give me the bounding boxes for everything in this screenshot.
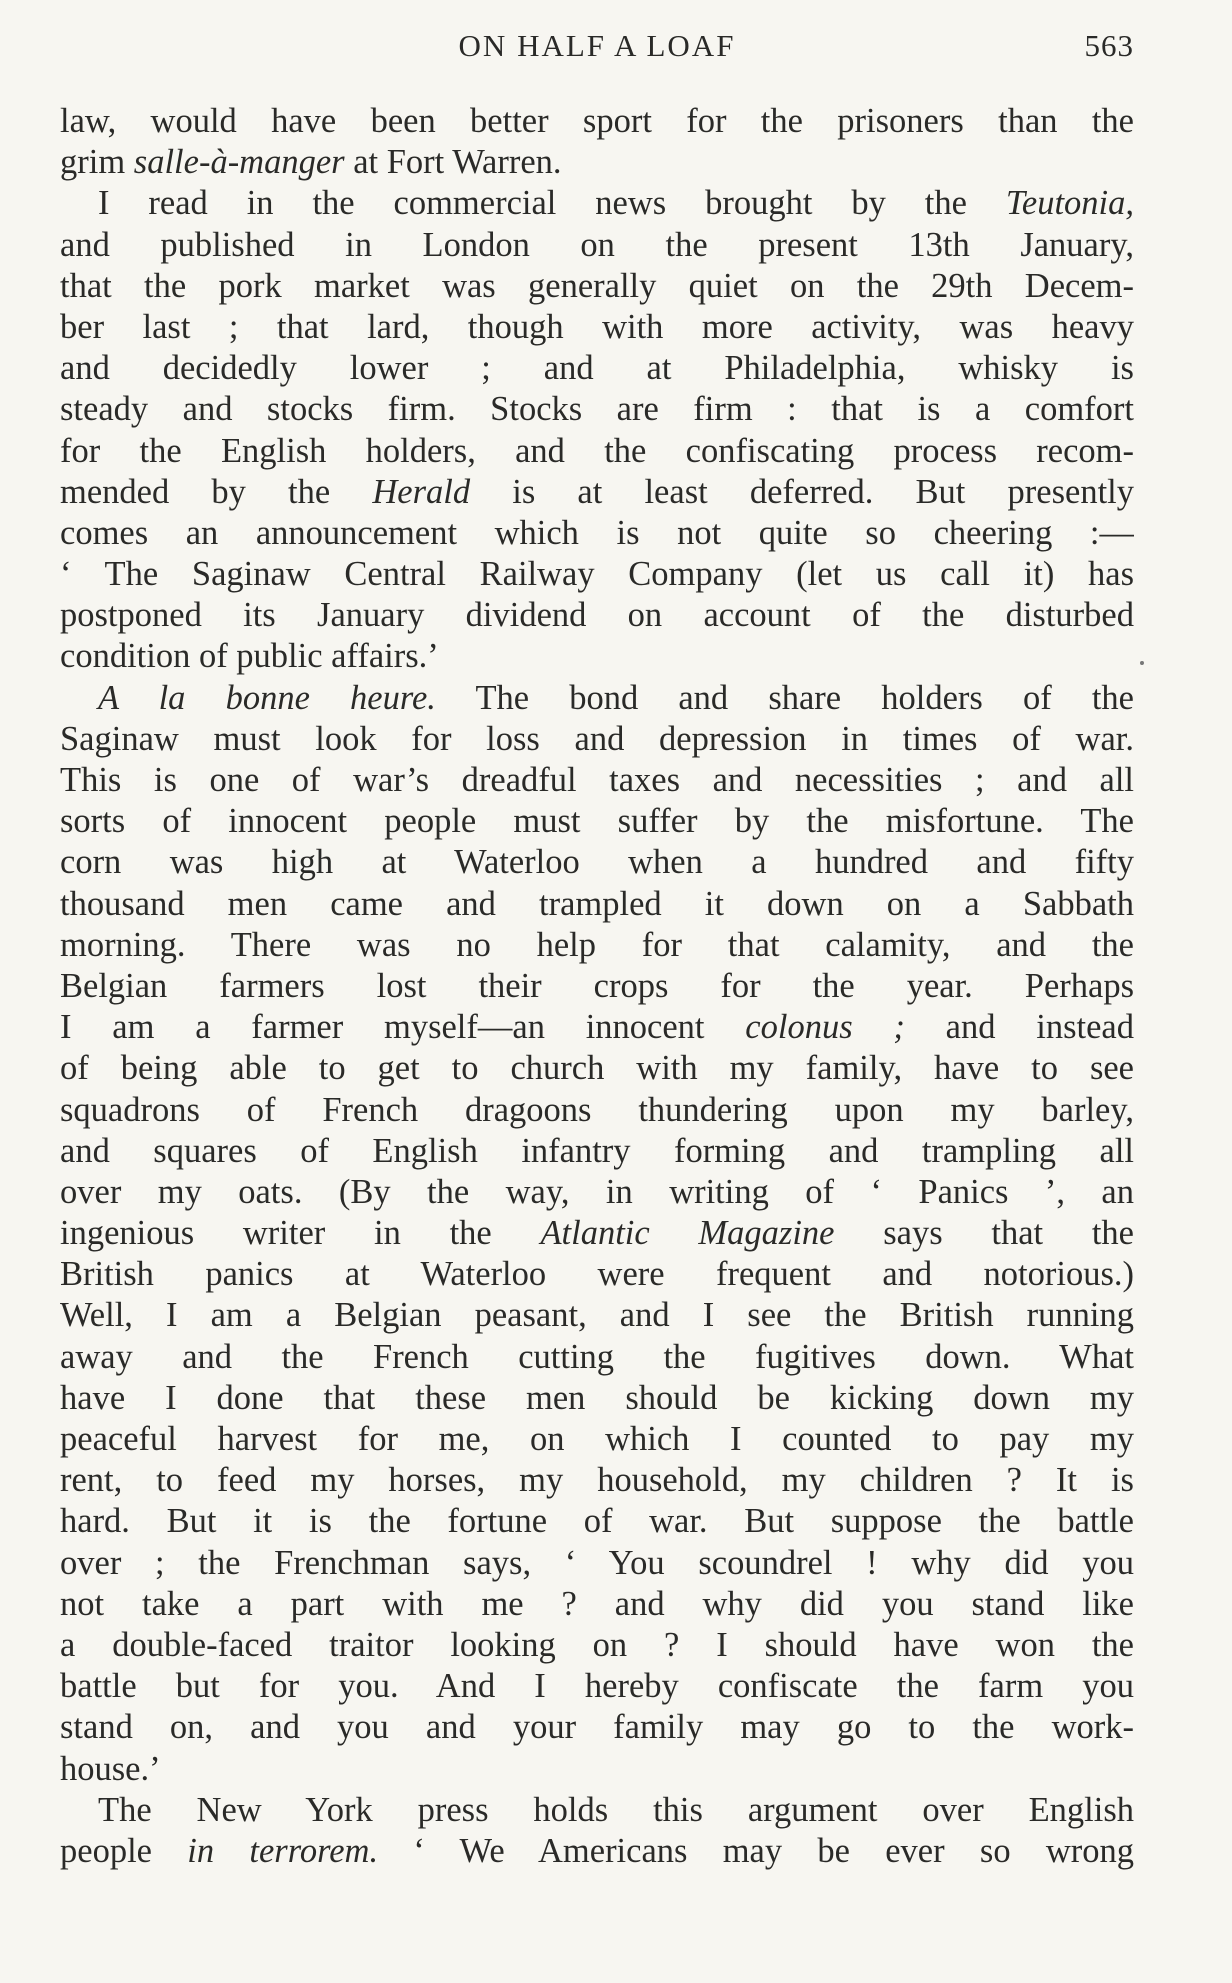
text-line (60, 348, 1134, 389)
text-segment: away and the French cutting the fugitives down. What (60, 1337, 1134, 1376)
italic-text: A la bonne heure. (98, 678, 436, 717)
text-line (60, 389, 1134, 430)
text-segment: This is one of war’s dreadful taxes and necessities ; and all (60, 761, 1134, 799)
text-line (60, 225, 1134, 266)
text-segment: grim (60, 143, 134, 182)
text-segment: ber last ; that lard, though with more activity, was heavy (60, 307, 1134, 346)
italic-text: Herald (372, 472, 471, 511)
text-line (60, 636, 1134, 677)
text-segment: house.’ (60, 1749, 161, 1788)
text-segment: and squares of English infantry forming and trampling all (60, 1131, 1134, 1170)
text-segment: and decidedly lower ; and at Philadelphia, whisky is (60, 349, 1134, 388)
text-line (60, 1131, 1134, 1172)
italic-text: in terrorem. (187, 1831, 379, 1870)
text-segment: morning. There was no help for that calamity, and the (60, 925, 1134, 964)
text-line (60, 513, 1134, 554)
text-line (60, 472, 1134, 513)
text-line (60, 925, 1134, 966)
text-line (60, 307, 1134, 348)
text-segment: is at least deferred. But presently (470, 472, 1134, 511)
text-segment: of being able to get to church with my family, have to see (60, 1049, 1134, 1088)
text-segment: The New York press holds this argument over English (98, 1790, 1134, 1829)
text-segment: Belgian farmers lost their crops for the year. Perhaps (60, 966, 1134, 1005)
text-segment: over my oats. (By the way, in writing of ‘ Panics ’, an (60, 1172, 1134, 1211)
text-segment: ingenious writer in the (60, 1214, 541, 1253)
text-segment: squadrons of French dragoons thundering upon my barley, (60, 1090, 1134, 1129)
text-segment: not take a part with me ? and why did you stand like (60, 1584, 1134, 1623)
text-segment: comes an announcement which is not quite so cheering :— (60, 513, 1134, 552)
text-line (60, 1337, 1134, 1378)
text-line (60, 1213, 1134, 1254)
text-line (60, 431, 1134, 472)
text-segment: that the pork market was generally quiet on the 29th Decem- (60, 266, 1134, 305)
text-segment: hard. But it is the fortune of war. But suppose the battle (60, 1502, 1134, 1541)
text-line (60, 1666, 1134, 1707)
text-segment: British panics at Waterloo were frequent and notorious.) (60, 1255, 1134, 1294)
text-line (60, 1501, 1134, 1542)
text-segment: The bond and share holders of the (435, 678, 1134, 717)
text-segment: sorts of innocent people must suffer by the misfortune. The (60, 802, 1134, 841)
text-segment: battle but for you. And I hereby confiscate the farm you (60, 1667, 1134, 1706)
text-line (60, 1707, 1134, 1748)
italic-text: salle-à-manger (133, 143, 345, 182)
text-line (60, 1419, 1134, 1460)
running-head (60, 26, 1134, 66)
text-segment: and instead (904, 1008, 1134, 1047)
text-line (60, 183, 1134, 224)
text-segment: I am a farmer myself—an innocent (60, 1008, 746, 1047)
text-line (60, 966, 1134, 1007)
text-line (60, 1625, 1134, 1666)
text-segment: condition of public affairs.’ (60, 637, 439, 676)
text-segment: for the English holders, and the confiscating process recom- (60, 431, 1134, 470)
text-segment: people (60, 1831, 188, 1870)
text-segment: law, would have been better sport for the prisoners than the (60, 102, 1134, 140)
text-segment: Saginaw must look for loss and depression in times of war. (60, 719, 1134, 758)
text-line (60, 554, 1134, 595)
text-segment: I read in the commercial news brought by the (98, 184, 1006, 223)
text-segment: ‘ We Americans may be ever so wrong (378, 1831, 1134, 1870)
running-title: ON HALF A LOAF (458, 28, 736, 63)
text-line (60, 1749, 1134, 1790)
body-text (60, 101, 1134, 1872)
text-line (60, 884, 1134, 925)
print-speck (1140, 661, 1144, 665)
text-segment: ‘ The Saginaw Central Railway Company (let us call it) has (60, 555, 1134, 594)
text-segment: have I done that these men should be kicking down my (60, 1378, 1134, 1417)
text-segment: corn was high at Waterloo when a hundred and fifty (60, 843, 1134, 882)
text-line (60, 1790, 1134, 1831)
text-segment: over ; the Frenchman says, ‘ You scoundrel ! why did you (60, 1543, 1134, 1582)
text-line (60, 1543, 1134, 1584)
text-line (60, 1584, 1134, 1625)
italic-text: colonus ; (745, 1008, 905, 1047)
text-line (60, 842, 1134, 883)
text-line (60, 1295, 1134, 1336)
text-line (60, 801, 1134, 842)
text-segment: and published in London on the present 13th January, (60, 225, 1134, 264)
text-segment: a double-faced traitor looking on ? I should have won the (60, 1625, 1134, 1664)
text-segment: peaceful harvest for me, on which I counted to pay my (60, 1420, 1134, 1458)
text-segment: rent, to feed my horses, my household, my children ? It is (60, 1461, 1134, 1500)
text-segment: Well, I am a Belgian peasant, and I see the British running (60, 1296, 1134, 1335)
text-line (60, 101, 1134, 142)
text-line (60, 266, 1134, 307)
text-line (60, 595, 1134, 636)
italic-text: Teutonia, (1005, 184, 1134, 223)
text-line (60, 1007, 1134, 1048)
text-line (60, 1378, 1134, 1419)
text-segment: stand on, and you and your family may go to the work- (60, 1708, 1134, 1747)
italic-text: Atlantic Magazine (540, 1214, 835, 1253)
text-line (60, 1048, 1134, 1089)
text-segment: postponed its January dividend on account of the disturbed (60, 596, 1134, 635)
page-number: 563 (1084, 28, 1134, 63)
text-line (60, 1172, 1134, 1213)
text-segment: thousand men came and trampled it down on a Sabbath (60, 884, 1134, 923)
text-segment: mended by the (60, 472, 373, 511)
text-line (60, 760, 1134, 801)
text-line (60, 1254, 1134, 1295)
text-line (60, 142, 1134, 183)
text-line (60, 1460, 1134, 1501)
text-segment: steady and stocks firm. Stocks are firm : that is a comfort (60, 390, 1134, 429)
text-line (60, 1090, 1134, 1131)
text-segment: says that the (834, 1214, 1134, 1253)
text-segment: at Fort Warren. (344, 143, 562, 182)
text-line (60, 1831, 1134, 1872)
text-line (60, 719, 1134, 760)
text-line (60, 678, 1134, 719)
